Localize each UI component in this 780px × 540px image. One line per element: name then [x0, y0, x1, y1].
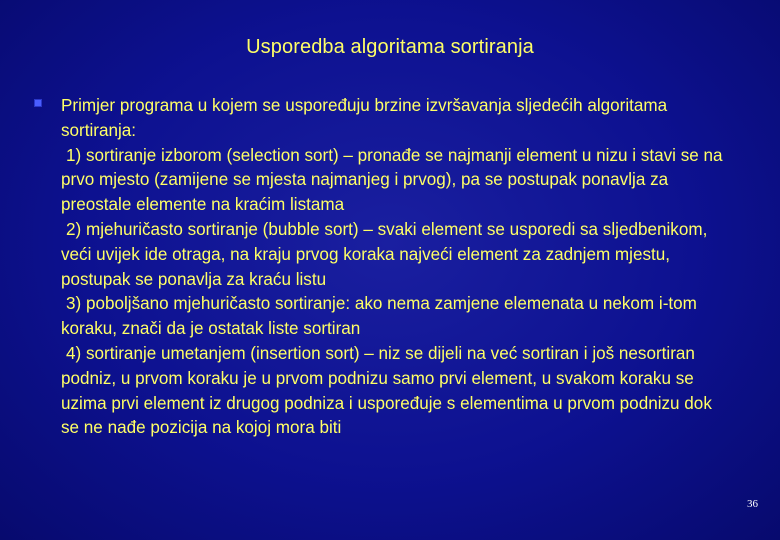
bullet-intro: Primjer programa u kojem se uspoređuju brzine izvršavanja sljedećih algoritama sortiranja:	[61, 96, 668, 140]
list-item: 4) sortiranje umetanjem (insertion sort) – niz se dijeli na već sortiran i još nesortiran podniz, u prvom koraku je u prvom podnizu samo prvi element, u svakom koraku se uzima prvi element iz drugog podniza i uspoređuje s elementima u prvom podnizu dok se ne nađe pozicija na kojoj mora biti	[61, 343, 712, 438]
list-item: 1) sortiranje izborom (selection sort) – pronađe se najmanji element u nizu i stavi se na prvo mjesto (zamijene se mjesta najmanjeg i prvog), pa se postupak ponavlja za preostale elemente na kraćim listama	[61, 145, 723, 215]
square-bullet-icon	[34, 99, 42, 107]
bullet-text	[61, 94, 734, 441]
slide-title: Usporedba algoritama sortiranja	[246, 36, 534, 58]
list-item: 2) mjehuričasto sortiranje (bubble sort) – svaki element se usporedi sa sljedbenikom, veći uvijek ide otraga, na kraju prvog koraka najveći element za zadnjem mjestu, postupak se ponavlja za kraću listu	[61, 219, 708, 289]
list-item: 3) poboljšano mjehuričasto sortiranje: ako nema zamjene elemenata u nekom i-tom koraku, znači da je ostatak liste sortiran	[61, 294, 697, 339]
bullet-block	[34, 94, 734, 441]
page-number: 36	[747, 498, 758, 510]
